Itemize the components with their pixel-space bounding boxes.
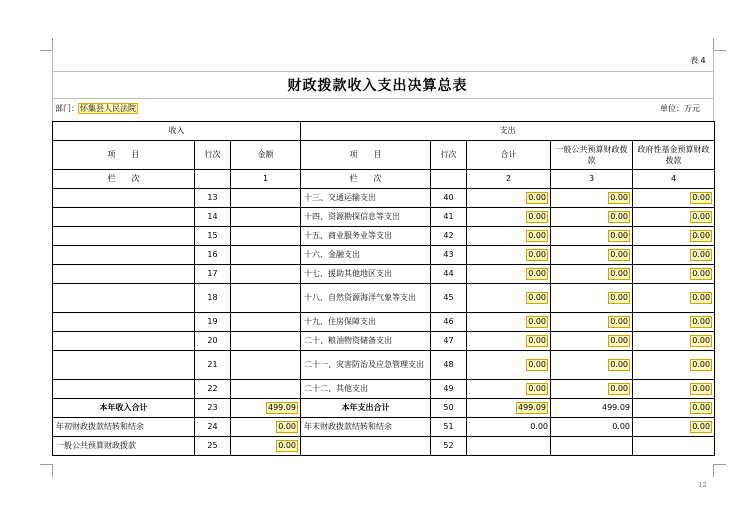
income-line: 21 [195,351,231,380]
col-label-empty [431,170,467,189]
expense-item [301,437,431,456]
expense-gov-fund [633,227,715,246]
expense-total-value[interactable]: 0.00 [528,250,546,259]
department-value[interactable]: 怀集县人民法院 [80,104,136,113]
income-item [53,351,195,380]
header-row-2 [53,141,715,170]
guide-line [52,71,714,72]
income-line: 15 [195,227,231,246]
expense-line: 46 [431,313,467,332]
table-row [53,380,715,399]
header-row-3 [53,170,715,189]
col-income-line: 行次 [195,141,231,170]
income-line: 23 [195,399,231,418]
col-expense-line: 行次 [431,141,467,170]
income-item: 一般公共预算财政拨款 [53,437,195,456]
expense-general-budget-value[interactable]: 0.00 [610,212,628,221]
department [55,103,137,114]
expense-item: 十八、自然资源海洋气象等支出 [301,284,431,313]
expense-general-budget: 499.09 [551,399,633,418]
income-amount [231,227,301,246]
table-row [53,208,715,227]
income-line: 18 [195,284,231,313]
expense-gov-fund-value[interactable]: 0.00 [692,231,711,240]
expense-gov-fund [633,189,715,208]
expense-gov-fund [633,332,715,351]
expense-line: 40 [431,189,467,208]
col-total: 合计 [467,141,551,170]
col-label: 栏 次 [301,170,431,189]
col-expense-item: 项 目 [301,141,431,170]
expense-total [467,246,551,265]
col-income-item: 项 目 [53,141,195,170]
income-amount [231,284,301,313]
expense-line: 41 [431,208,467,227]
expense-item: 十三、交通运输支出 [301,189,431,208]
table-row [53,227,715,246]
expense-gov-fund [633,284,715,313]
expense-general-budget-value[interactable]: 0.00 [610,293,628,302]
crop-mark [713,50,726,51]
expense-total-value[interactable]: 0.00 [528,231,546,240]
expense-total [467,313,551,332]
income-amount [231,351,301,380]
expense-general-budget [551,437,633,456]
expense-total [467,189,551,208]
income-item [53,265,195,284]
expense-general-budget [551,332,633,351]
expense-total [467,332,551,351]
income-item [53,189,195,208]
income-item: 本年收入合计 [53,399,195,418]
income-amount [231,189,301,208]
expense-item: 二十一、灾害防治及应急管理支出 [301,351,431,380]
expense-general-budget-value[interactable]: 0.00 [610,250,628,259]
expense-gov-fund-value[interactable]: 0.00 [692,212,711,221]
income-amount [231,208,301,227]
expense-gov-fund [633,313,715,332]
income-item [53,208,195,227]
expense-line: 45 [431,284,467,313]
income-amount [231,313,301,332]
expense-total [467,399,551,418]
col-index-1: 1 [231,170,301,189]
col-gov-fund: 政府性基金预算财政拨款 [633,141,715,170]
income-amount [231,246,301,265]
expense-total [467,284,551,313]
crop-mark [713,464,714,477]
table-row [53,284,715,313]
expense-line: 47 [431,332,467,351]
budget-table [52,121,715,456]
crop-mark [52,464,53,477]
table-row [53,189,715,208]
expense-general-budget [551,208,633,227]
income-amount [231,380,301,399]
expense-item: 本年支出合计 [301,399,431,418]
page-number: 12 [698,481,707,489]
expense-item: 二十二、其他支出 [301,380,431,399]
expense-general-budget [551,227,633,246]
expense-total [467,208,551,227]
expense-item: 二十、粮油物资储备支出 [301,332,431,351]
income-item [53,246,195,265]
expense-line: 42 [431,227,467,246]
expense-gov-fund-value[interactable]: 0.00 [692,317,711,326]
page-title: 财政拨款收入支出决算总表 [287,78,468,94]
expense-gov-fund [633,208,715,227]
expense-total: 0.00 [467,418,551,437]
income-amount [231,265,301,284]
expense-item: 十七、援助其他地区支出 [301,265,431,284]
expense-item: 十六、金融支出 [301,246,431,265]
expense-item: 年末财政拨款结转和结余 [301,418,431,437]
col-general-budget: 一般公共预算财政拨款 [551,141,633,170]
expense-item: 十五、商业服务业等支出 [301,227,431,246]
expense-total-value[interactable]: 0.00 [528,293,546,302]
expense-total [467,351,551,380]
table-row [53,265,715,284]
income-line: 24 [195,418,231,437]
income-line: 25 [195,437,231,456]
income-line: 17 [195,265,231,284]
expense-gov-fund-value[interactable]: 0.00 [692,360,711,369]
expense-line: 44 [431,265,467,284]
income-line: 20 [195,332,231,351]
expense-general-budget [551,265,633,284]
income-item [53,313,195,332]
expense-line: 49 [431,380,467,399]
expense-gov-fund-value[interactable]: 0.00 [692,269,711,278]
expense-total-value[interactable]: 499.09 [518,403,546,412]
income-item [53,227,195,246]
col-income-amount: 金额 [231,141,301,170]
income-line: 14 [195,208,231,227]
table-row [53,246,715,265]
col-index-2: 2 [467,170,551,189]
expense-total-value[interactable]: 0.00 [528,193,546,202]
expense-gov-fund-value[interactable]: 0.00 [692,293,711,302]
expense-line: 50 [431,399,467,418]
expense-general-budget-value[interactable]: 0.00 [610,336,628,345]
table-row [53,418,715,437]
col-index-4: 4 [633,170,715,189]
table-row [53,313,715,332]
expense-general-budget [551,284,633,313]
expense-general-budget [551,189,633,208]
income-line: 19 [195,313,231,332]
table-row [53,351,715,380]
expense-line: 43 [431,246,467,265]
expense-total [467,380,551,399]
table-row [53,399,715,418]
income-header: 收入 [53,122,301,141]
table-row [53,332,715,351]
department-label: 部门： [55,104,79,113]
expense-line: 51 [431,418,467,437]
income-amount-value[interactable]: 0.00 [278,422,296,431]
income-amount [231,437,301,456]
expense-general-budget [551,380,633,399]
expense-general-budget-value[interactable]: 0.00 [610,360,628,369]
expense-line: 52 [431,437,467,456]
income-amount [231,418,301,437]
expense-gov-fund-value[interactable]: 0.00 [692,193,711,202]
expense-gov-fund [633,380,715,399]
expense-total-value[interactable]: 0.00 [528,384,546,393]
income-line: 22 [195,380,231,399]
expense-total-value[interactable]: 0.00 [528,336,546,345]
expense-gov-fund [633,437,715,456]
guide-line [52,98,714,99]
expense-general-budget-value[interactable]: 0.00 [610,269,628,278]
income-line: 13 [195,189,231,208]
expense-header: 支出 [301,122,715,141]
income-amount [231,332,301,351]
expense-general-budget [551,351,633,380]
col-label: 栏 次 [53,170,195,189]
col-index-3: 3 [551,170,633,189]
expense-general-budget: 0.00 [551,418,633,437]
expense-item: 十四、资源勘探信息等支出 [301,208,431,227]
expense-line: 48 [431,351,467,380]
expense-total-value[interactable]: 0.00 [528,212,546,221]
income-item [53,332,195,351]
income-item: 年初财政拨款结转和结余 [53,418,195,437]
expense-total [467,227,551,246]
expense-gov-fund [633,265,715,284]
expense-general-budget-value[interactable]: 0.00 [610,231,628,240]
expense-gov-fund-value[interactable]: 0.00 [692,384,711,393]
table-row [53,437,715,456]
unit-label: 单位：万元 [660,104,700,113]
expense-gov-fund-value[interactable]: 0.00 [692,336,711,345]
header-row-1 [53,122,715,141]
crop-mark [713,464,726,465]
expense-gov-fund [633,418,715,437]
expense-total-value[interactable]: 0.00 [528,317,546,326]
expense-gov-fund [633,399,715,418]
expense-total [467,265,551,284]
expense-total [467,437,551,456]
income-amount-value[interactable]: 499.09 [268,403,296,412]
income-amount-value[interactable]: 0.00 [278,441,296,450]
income-item [53,284,195,313]
table-number: 表 4 [690,56,706,65]
col-label-empty [195,170,231,189]
expense-general-budget-value[interactable]: 0.00 [610,384,628,393]
expense-gov-fund [633,246,715,265]
expense-general-budget-value[interactable]: 0.00 [610,193,628,202]
expense-total-value[interactable]: 0.00 [528,269,546,278]
income-line: 16 [195,246,231,265]
expense-gov-fund [633,351,715,380]
expense-general-budget [551,246,633,265]
expense-item: 十九、住房保障支出 [301,313,431,332]
expense-gov-fund-value[interactable]: 0.00 [692,403,711,412]
expense-gov-fund-value[interactable]: 0.00 [692,422,711,431]
expense-total-value[interactable]: 0.00 [528,360,546,369]
table-body [53,189,715,456]
expense-gov-fund-value[interactable]: 0.00 [692,250,711,259]
income-amount [231,399,301,418]
expense-general-budget [551,313,633,332]
expense-general-budget-value[interactable]: 0.00 [610,317,628,326]
income-item [53,380,195,399]
